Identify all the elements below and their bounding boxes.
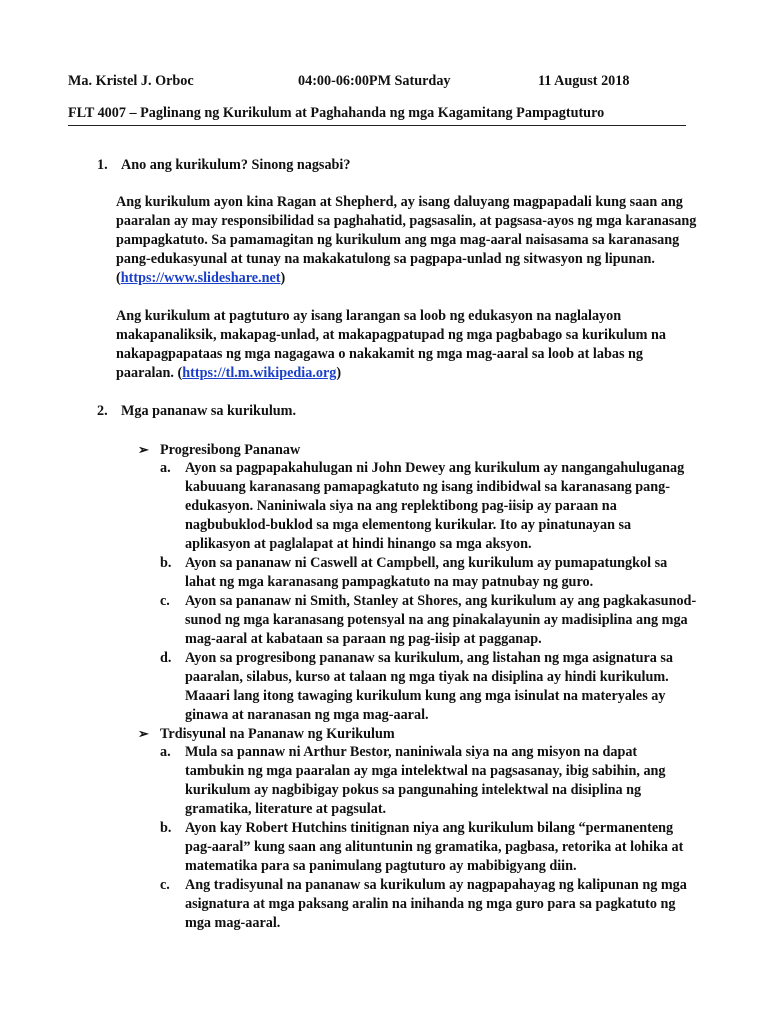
item-line: mga mag-aaral.: [185, 915, 281, 931]
paragraph-line: nakapagpapataas ng mga nagagawa o nakakamit ng mga mag-aaral sa loob at labas ng: [116, 346, 643, 362]
item-line: edukasyon. Naniniwala siya na ang replektibong pag-iisip ay paraan na: [185, 498, 617, 514]
item-line: sunod ng mga karanasang potensyal na ang pinakalayunin ay madisiplina ang mga: [185, 612, 688, 628]
paragraph-line: makapanaliksik, makapag-unlad, at makapagpatupad ng mga pagbabago sa kurikulum na: [116, 327, 666, 343]
item-line: mag-aaral at kabataan sa paraan ng pag-iisip at pagganap.: [185, 631, 542, 647]
item-line: Ayon sa pagpapakahulugan ni John Dewey ang kurikulum ay nangangahuluganag: [185, 460, 685, 476]
slideshare-link[interactable]: https://www.slideshare.net: [120, 270, 281, 286]
list-item: [160, 554, 700, 592]
question-text: Ano ang kurikulum? Sinong nagsabi?: [121, 157, 351, 173]
item-line: nagbubuklod-buklod sa mga elementong kurikular. Ito ay pinatunayan sa: [185, 517, 632, 533]
course-title: FLT 4007 – Paglinang ng Kurikulum at Paghahanda ng mga Kagamitang Pampagtuturo: [68, 104, 686, 126]
item-line: Ayon kay Robert Hutchins tinitignan niya ang kurikulum bilang “permanenteng: [185, 820, 674, 836]
item-line: Ayon sa progresibong pananaw sa kurikulum, ang listahan ng mga asignatura sa: [185, 650, 674, 666]
item-letter: a.: [160, 744, 171, 760]
arrow-bullet-icon: ➢: [138, 442, 149, 457]
item-line: aplikasyon at paglalapat at hindi hinango sa mga aksyon.: [185, 536, 532, 552]
section-title: Progresibong Pananaw: [160, 442, 301, 458]
answer-paragraph-1: [116, 193, 696, 288]
question-number: 1.: [97, 157, 108, 173]
list-item: [160, 876, 700, 933]
section-heading-progresibo: [138, 440, 300, 460]
answer-paragraph-2: [116, 307, 696, 383]
item-letter: d.: [160, 650, 172, 666]
item-line: pag-aaral” kung saan ang alituntunin ng gramatika, pagbasa, retorika at lohika at: [185, 839, 684, 855]
document-header: [68, 72, 688, 92]
list-item: [160, 819, 700, 876]
item-letter: b.: [160, 820, 172, 836]
item-line: gramatika, literature at pagsulat.: [185, 801, 387, 817]
progresibo-list: [160, 459, 700, 725]
list-item: [160, 649, 700, 725]
paragraph-line: paaralan ay may responsibilidad sa paghahatid, pagsasalin, at pagsasa-ayos ng mga karanasang: [116, 213, 697, 229]
paragraph-text: paaralan.: [116, 365, 174, 381]
section-title: Trdisyunal na Pananaw ng Kurikulum: [160, 726, 395, 742]
item-line: Mula sa pannaw ni Arthur Bestor, naniniwala siya na ang misyon na dapat: [185, 744, 638, 760]
question-2: [97, 402, 296, 421]
item-line: matematika para sa panimulang pagtuturo ay mabibigyang diin.: [185, 858, 577, 874]
author-name: Ma. Kristel J. Orboc: [68, 73, 194, 89]
item-line: Maaari lang itong tawaging kurikulum kung ang mga isinulat na materyales ay: [185, 688, 666, 704]
section-heading-tradisyunal: [138, 724, 395, 744]
arrow-bullet-icon: ➢: [138, 726, 149, 741]
paragraph-line: pampagkatuto. Sa pamamagitan ng kurikulum ang mga mag-aaral naisasama sa karanasang: [116, 232, 680, 248]
question-number: 2.: [97, 403, 108, 419]
paragraph-line: (https://www.slideshare.net): [116, 270, 286, 286]
item-letter: b.: [160, 555, 172, 571]
item-line: kabuuang karanasang pamapagkatuto ng isang indibidwal sa karanasang pang-: [185, 479, 670, 495]
item-letter: c.: [160, 877, 170, 893]
question-1: [97, 156, 350, 175]
item-line: Ayon sa pananaw ni Smith, Stanley at Shores, ang kurikulum ay ang pagkakasunod-: [185, 593, 697, 609]
item-letter: a.: [160, 460, 171, 476]
wikipedia-link[interactable]: https://tl.m.wikipedia.org: [182, 365, 337, 381]
list-item: [160, 743, 700, 819]
item-letter: c.: [160, 593, 170, 609]
paragraph-line: pang-edukasyunal at tunay na makakatulong sa pagpapa-unlad ng sitwasyon ng lipunan.: [116, 251, 655, 267]
paragraph-line: paaralan. (https://tl.m.wikipedia.org): [116, 365, 342, 381]
item-line: asignatura at mga paksang aralin na inihanda ng mga guro para sa pagkatuto ng: [185, 896, 676, 912]
document-date: 11 August 2018: [538, 73, 630, 89]
paragraph-line: Ang kurikulum at pagtuturo ay isang larangan sa loob ng edukasyon na naglalayon: [116, 308, 622, 324]
class-schedule: 04:00-06:00PM Saturday: [298, 73, 451, 89]
list-item: [160, 592, 700, 649]
item-line: lahat ng mga karanasang pampagkatuto na may patnubay ng guro.: [185, 574, 594, 590]
item-line: kurikulum ay nagbibigay pokus sa pangunahing intelektwal na disiplina ng: [185, 782, 642, 798]
paragraph-line: Ang kurikulum ayon kina Ragan at Shepherd, ay isang daluyang magpapadali kung saan ang: [116, 194, 683, 210]
list-item: [160, 459, 700, 554]
item-line: ginawa at naranasan ng mga mag-aaral.: [185, 707, 429, 723]
tradisyunal-list: [160, 743, 700, 933]
item-line: paaralan, silabus, kurso at talaan ng mga tiyak na disiplina ay hindi kurikulum.: [185, 669, 669, 685]
item-line: Ayon sa pananaw ni Caswell at Campbell, ang kurikulum ay pumapatungkol sa: [185, 555, 668, 571]
item-line: Ang tradisyunal na pananaw sa kurikulum ay nagpapahayag ng kalipunan ng mga: [185, 877, 687, 893]
question-text: Mga pananaw sa kurikulum.: [121, 403, 297, 419]
item-line: tambukin ng mga paaralan ay mga intelektwal na pagsasanay, ibig sabihin, ang: [185, 763, 666, 779]
